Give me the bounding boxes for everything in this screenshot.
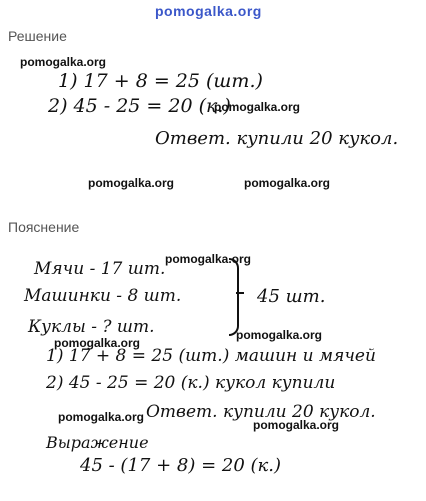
- expression: 45 - (17 + 8) = 20 (к.): [80, 455, 282, 476]
- watermark: pomogalka.org: [165, 252, 252, 266]
- item-dolls: Куклы - ? шт.: [28, 317, 155, 337]
- solution-line-1: 1) 17 + 8 = 25 (шт.): [58, 70, 263, 92]
- explanation-answer: Ответ. купили 20 кукол.: [146, 402, 376, 422]
- total-count: 45 шт.: [257, 286, 326, 307]
- watermark: pomogalka.org: [88, 176, 175, 190]
- solution-line-2: 2) 45 - 25 = 20 (к.): [48, 95, 231, 117]
- expression-label: Выражение: [46, 433, 149, 452]
- watermark: pomogalka.org: [20, 55, 107, 69]
- watermark: pomogalka.org: [244, 176, 331, 190]
- watermark: pomogalka.org: [58, 410, 145, 424]
- solution-answer: Ответ. купили 20 кукол.: [155, 128, 399, 149]
- grouping-brace-tip: [236, 292, 244, 294]
- explanation-step-1: 1) 17 + 8 = 25 (шт.) машин и мячей: [46, 346, 376, 366]
- solution-heading: Решение: [8, 28, 67, 44]
- watermark: pomogalka.org: [253, 418, 340, 432]
- watermark: pomogalka.org: [236, 328, 323, 342]
- item-cars: Машинки - 8 шт.: [24, 286, 182, 306]
- item-balls: Мячи - 17 шт.: [34, 259, 166, 279]
- explanation-step-2: 2) 45 - 25 = 20 (к.) кукол купили: [46, 373, 336, 393]
- watermark: pomogalka.org: [214, 100, 301, 114]
- grouping-brace: [229, 258, 239, 336]
- explanation-heading: Пояснение: [8, 219, 80, 235]
- site-header-link[interactable]: pomogalka.org: [155, 3, 262, 19]
- watermark: pomogalka.org: [54, 336, 141, 350]
